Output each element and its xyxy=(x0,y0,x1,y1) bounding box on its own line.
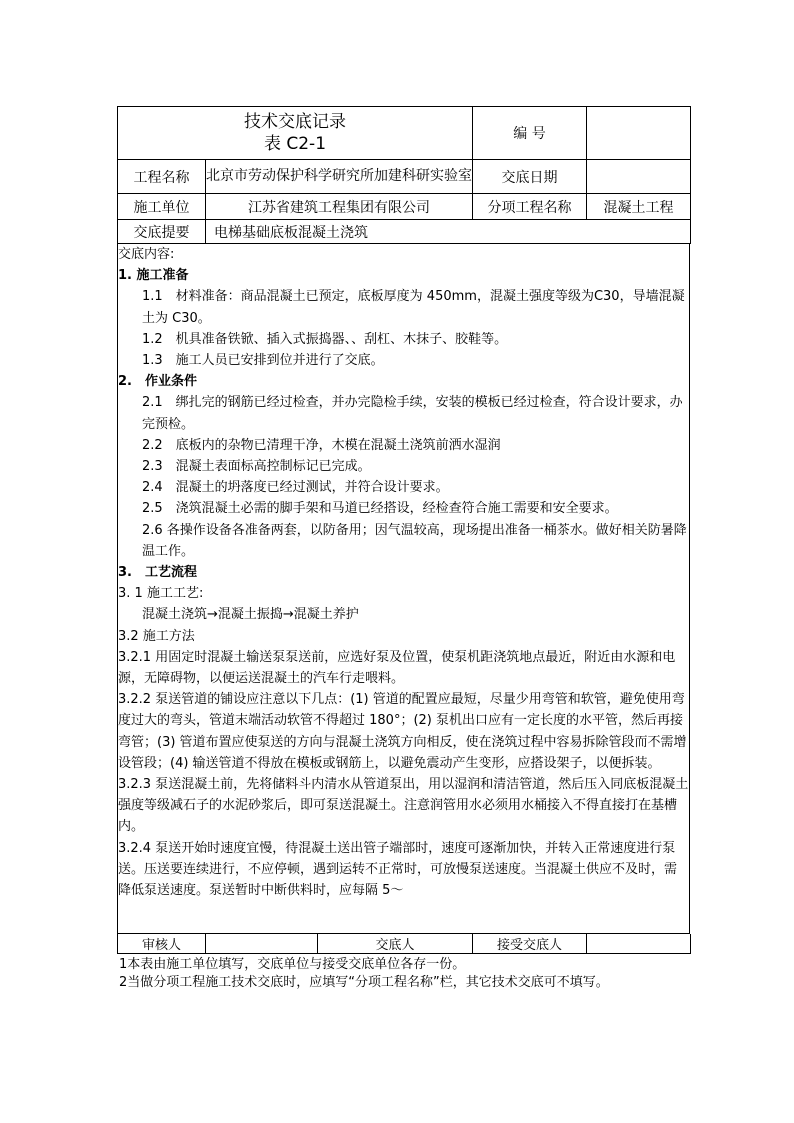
form-number: 表 C2-1 xyxy=(263,134,327,154)
content-paragraph: 2.1 绑扎完的钢筋已经过检查，并办完隐检手续，安装的模板已经过检查，符合设计要求，办完预检。 xyxy=(142,395,683,432)
contractor-value[interactable]: 江苏省建筑工程集团有限公司 xyxy=(206,194,473,220)
note-1: 1本表由施工单位填写，交底单位与接受交底单位各存一份。 xyxy=(119,957,466,972)
content-paragraph: 1.2 机具准备铁锨、插入式振捣器、、刮杠、木抹子、胶鞋等。 xyxy=(142,331,508,347)
content-intro: 交底内容: xyxy=(118,247,175,262)
signature-row xyxy=(117,934,691,954)
content-paragraph: 2.5 浇筑混凝土必需的脚手架和马道已经搭设，经检查符合施工需要和安全要求。 xyxy=(142,501,618,517)
disclosure-content xyxy=(117,244,690,934)
section-heading: 1. 施工准备 xyxy=(118,268,189,284)
form-notes xyxy=(117,956,690,992)
reviewer-label: 审核人 xyxy=(118,934,206,954)
serial-label: 编 号 xyxy=(473,107,587,160)
reviewer-signature[interactable] xyxy=(206,934,318,954)
summary-label: 交底提要 xyxy=(118,220,206,244)
section-heading: 3. 工艺流程 xyxy=(118,565,197,581)
content-paragraph: 3. 1 施工工艺: xyxy=(118,586,204,602)
project-name-value[interactable]: 北京市劳动保护科学研究所加建科研实验室 xyxy=(206,160,473,194)
content-paragraph: 3.2.2 泵送管道的铺设应注意以下几点：(1) 管道的配置应最短，尽量少用弯管和软管，避免使用弯度过大的弯头，管道末端活动软管不得超过 180°；(2) 泵机出口应有一定长度的水平管，然后再接弯管；(3) 管道布置应使泵送的方向与混凝土浇筑方向相反，使在浇筑过程中容易拆除管段而不需增设管段；(4) 输送管道不得放在模板或钢筋上，以避免震动产生变形，应搭设架子，以便拆装。 xyxy=(118,692,687,771)
content-paragraph: 2.3 混凝土表面标高控制标记已完成。 xyxy=(142,459,371,475)
content-paragraph: 混凝土浇筑→混凝土振捣→混凝土养护 xyxy=(142,607,359,623)
disclosure-date-value[interactable] xyxy=(587,160,691,194)
disclosure-form xyxy=(117,106,690,992)
content-paragraph: 2.4 混凝土的坍落度已经过测试，并符合设计要求。 xyxy=(142,480,449,496)
content-paragraph: 1.1 材料准备：商品混凝土已预定，底板厚度为 450mm，混凝土强度等级为C30，导墙混凝土为 C30。 xyxy=(142,289,685,326)
disclosure-date-label: 交底日期 xyxy=(473,160,587,194)
receiver-label: 接受交底人 xyxy=(473,934,587,954)
content-paragraph: 3.2.3 泵送混凝土前，先将储料斗内清水从管道泵出，用以湿润和清洁管道，然后压入同底板混凝土强度等级减石子的水泥砂浆后，即可泵送混凝土。注意润管用水必须用水桶接入不得直接打在基槽内。 xyxy=(118,777,689,835)
contractor-label: 施工单位 xyxy=(118,194,206,220)
form-header-table xyxy=(117,106,691,244)
content-paragraph: 2.6 各操作设备各准备两套，以防备用；因气温较高，现场提出准备一桶茶水。做好相关防暑降温工作。 xyxy=(142,522,687,559)
receiver-signature[interactable] xyxy=(587,934,691,954)
note-2: 2当做分项工程施工技术交底时，应填写“分项工程名称”栏，其它技术交底可不填写。 xyxy=(119,975,609,990)
subproject-name-value[interactable]: 混凝土工程 xyxy=(587,194,691,220)
discloser-label: 交底人 xyxy=(318,934,473,954)
summary-value[interactable]: 电梯基础底板混凝土浇筑 xyxy=(206,220,691,244)
form-title: 技术交底记录 xyxy=(244,112,346,132)
content-paragraph: 2.2 底板内的杂物已清理干净，木模在混凝土浇筑前洒水湿润 xyxy=(142,437,501,453)
content-lines xyxy=(118,265,689,901)
project-name-label: 工程名称 xyxy=(118,160,206,194)
form-title-cell xyxy=(118,107,473,160)
content-paragraph: 1.3 施工人员已安排到位并进行了交底。 xyxy=(142,353,384,369)
content-paragraph: 3.2.1 用固定时混凝土输送泵泵送前，应选好泵及位置，使泵机距浇筑地点最近，附近由水源和电源，无障碍物，以便运送混凝土的汽车行走喂料。 xyxy=(118,649,676,687)
subproject-name-label: 分项工程名称 xyxy=(473,194,587,220)
content-paragraph: 3.2 施工方法 xyxy=(118,628,195,644)
content-paragraph: 3.2.4 泵送开始时速度宜慢，待混凝土送出管子端部时，速度可逐渐加快，并转入正常速度进行泵送。压送要连续进行，不应停顿，遇到运转不正常时，可放慢泵送速度。当混凝土供应不及时，需降低泵送速度。泵送暂时中断供料时，应每隔 5～ xyxy=(118,840,678,899)
section-heading: 2. 作业条件 xyxy=(118,374,197,390)
serial-value[interactable] xyxy=(587,107,691,160)
